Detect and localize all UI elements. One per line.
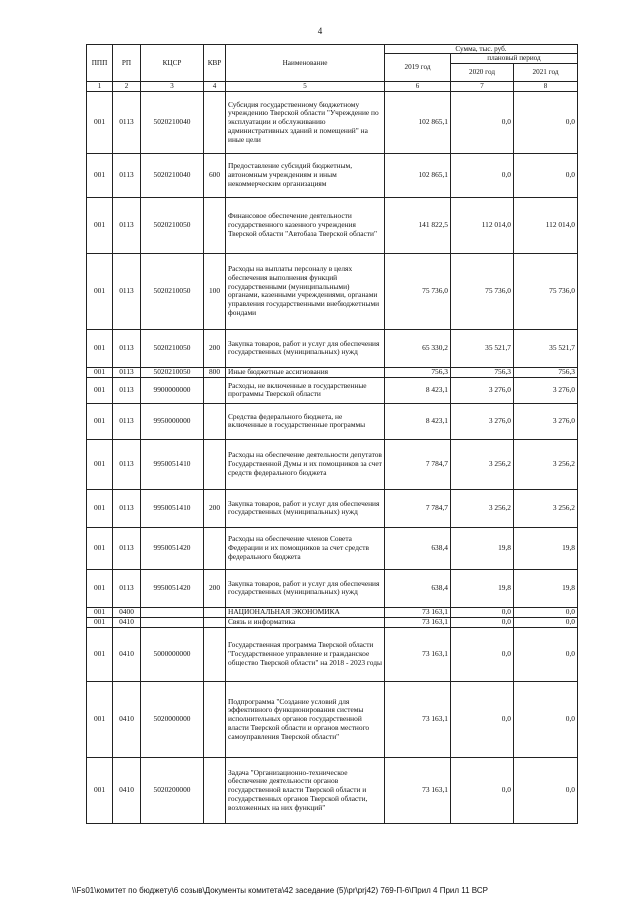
cell-kvr: 800	[204, 367, 226, 377]
cell-kcsr	[141, 607, 204, 617]
cell-2021: 756,3	[514, 367, 578, 377]
cell-kcsr: 9950000000	[141, 403, 204, 439]
cell-ppp: 001	[87, 489, 113, 527]
cell-rp: 0113	[113, 527, 141, 569]
table-row	[87, 607, 578, 617]
cell-kvr	[204, 91, 226, 153]
cell-name: Задача "Организационно-техническое обеспечение деятельности органов государственной власти Тверской области и государственных органов Тверской области, возложенных на них функций"	[226, 757, 385, 823]
cell-kvr: 200	[204, 489, 226, 527]
cell-kcsr: 5020210050	[141, 367, 204, 377]
header-kcsr: КЦСР	[141, 45, 204, 82]
cell-rp: 0113	[113, 377, 141, 403]
table-row	[87, 153, 578, 197]
index-cell: 5	[226, 81, 385, 91]
cell-2021: 112 014,0	[514, 197, 578, 253]
cell-kvr: 600	[204, 153, 226, 197]
cell-kvr	[204, 377, 226, 403]
cell-2020: 3 276,0	[451, 377, 514, 403]
header-rp: РП	[113, 45, 141, 82]
cell-kcsr: 9950051420	[141, 527, 204, 569]
cell-2021: 0,0	[514, 617, 578, 627]
cell-rp: 0410	[113, 627, 141, 681]
cell-name: Закупка товаров, работ и услуг для обеспечения государственных (муниципальных) нужд	[226, 489, 385, 527]
cell-name: Подпрограмма "Создание условий для эффективного функционирования системы исполнительных органов государственной власти Тверской области и органов местного самоуправления Тверской области"	[226, 681, 385, 757]
table-row	[87, 329, 578, 367]
cell-2021: 19,8	[514, 569, 578, 607]
cell-2019: 8 423,1	[385, 377, 451, 403]
table-row	[87, 253, 578, 329]
index-cell: 4	[204, 81, 226, 91]
cell-2021: 19,8	[514, 527, 578, 569]
cell-2019: 73 163,1	[385, 757, 451, 823]
file-path-footer: \\Fs01\комитет по бюджету\6 созыв\Документы комитета\42 заседание (5)\pr\prj42) 769-П-6\Прил 4 Прил 11 ВСР	[72, 886, 488, 895]
cell-ppp: 001	[87, 403, 113, 439]
header-name: Наименование	[226, 45, 385, 82]
cell-2019: 65 330,2	[385, 329, 451, 367]
cell-name: Закупка товаров, работ и услуг для обеспечения государственных (муниципальных) нужд	[226, 569, 385, 607]
cell-ppp: 001	[87, 197, 113, 253]
cell-kvr: 200	[204, 329, 226, 367]
cell-kvr	[204, 617, 226, 627]
cell-rp: 0113	[113, 329, 141, 367]
cell-name: Средства федерального бюджета, не включенные в государственные программы	[226, 403, 385, 439]
cell-2019: 8 423,1	[385, 403, 451, 439]
cell-2021: 3 276,0	[514, 403, 578, 439]
cell-ppp: 001	[87, 153, 113, 197]
cell-ppp: 001	[87, 439, 113, 489]
cell-2019: 141 822,5	[385, 197, 451, 253]
header-2020: 2020 год	[451, 63, 514, 81]
cell-rp: 0113	[113, 489, 141, 527]
cell-2019: 638,4	[385, 527, 451, 569]
cell-2021: 3 276,0	[514, 377, 578, 403]
cell-2019: 73 163,1	[385, 617, 451, 627]
cell-2020: 0,0	[451, 153, 514, 197]
table-row	[87, 627, 578, 681]
cell-2019: 73 163,1	[385, 627, 451, 681]
cell-kvr	[204, 403, 226, 439]
cell-2020: 0,0	[451, 681, 514, 757]
cell-kvr	[204, 681, 226, 757]
cell-rp: 0113	[113, 197, 141, 253]
table-row	[87, 197, 578, 253]
cell-kvr	[204, 607, 226, 617]
index-row	[87, 81, 578, 91]
cell-name: Расходы на обеспечение деятельности депутатов Государственной Думы и их помощников за счет средств федерального бюджета	[226, 439, 385, 489]
cell-2019: 73 163,1	[385, 681, 451, 757]
cell-rp: 0113	[113, 569, 141, 607]
table-row	[87, 681, 578, 757]
cell-kvr	[204, 757, 226, 823]
cell-2020: 112 014,0	[451, 197, 514, 253]
cell-kvr: 200	[204, 569, 226, 607]
index-cell: 2	[113, 81, 141, 91]
cell-2020: 3 256,2	[451, 439, 514, 489]
cell-ppp: 001	[87, 253, 113, 329]
cell-2020: 35 521,7	[451, 329, 514, 367]
page-number: 4	[317, 26, 323, 36]
cell-kcsr: 9950051410	[141, 439, 204, 489]
cell-2019: 102 865,1	[385, 153, 451, 197]
cell-ppp: 001	[87, 527, 113, 569]
cell-kcsr: 5020210050	[141, 329, 204, 367]
cell-ppp: 001	[87, 617, 113, 627]
cell-rp: 0113	[113, 153, 141, 197]
cell-rp: 0113	[113, 403, 141, 439]
header-2021: 2021 год	[514, 63, 578, 81]
cell-rp: 0410	[113, 681, 141, 757]
cell-2019: 102 865,1	[385, 91, 451, 153]
cell-ppp: 001	[87, 377, 113, 403]
cell-2020: 0,0	[451, 607, 514, 617]
budget-table	[86, 44, 578, 824]
index-cell: 8	[514, 81, 578, 91]
cell-2019: 75 736,0	[385, 253, 451, 329]
table-row	[87, 569, 578, 607]
cell-2020: 3 276,0	[451, 403, 514, 439]
cell-2021: 3 256,2	[514, 489, 578, 527]
cell-rp: 0113	[113, 253, 141, 329]
cell-2021: 0,0	[514, 607, 578, 617]
cell-2019: 73 163,1	[385, 607, 451, 617]
cell-name: Расходы, не включенные в государственные программы Тверской области	[226, 377, 385, 403]
cell-kvr	[204, 197, 226, 253]
index-cell: 1	[87, 81, 113, 91]
index-cell: 6	[385, 81, 451, 91]
header-sum: Сумма, тыс. руб.	[385, 45, 578, 54]
cell-kcsr: 5000000000	[141, 627, 204, 681]
table-row	[87, 377, 578, 403]
cell-2021: 0,0	[514, 627, 578, 681]
cell-kcsr	[141, 617, 204, 627]
cell-name: Иные бюджетные ассигнования	[226, 367, 385, 377]
cell-2021: 0,0	[514, 681, 578, 757]
index-cell: 3	[141, 81, 204, 91]
cell-rp: 0400	[113, 607, 141, 617]
header-ppp: ППП	[87, 45, 113, 82]
cell-ppp: 001	[87, 367, 113, 377]
cell-name: Расходы на обеспечение членов Совета Федерации и их помощников за счет средств федерального бюджета	[226, 527, 385, 569]
cell-name: Закупка товаров, работ и услуг для обеспечения государственных (муниципальных) нужд	[226, 329, 385, 367]
header-planned: плановый период	[451, 54, 578, 63]
cell-kcsr: 5020000000	[141, 681, 204, 757]
cell-kcsr: 9900000000	[141, 377, 204, 403]
cell-2021: 0,0	[514, 757, 578, 823]
cell-kcsr: 5020210040	[141, 91, 204, 153]
table-row	[87, 757, 578, 823]
cell-2020: 0,0	[451, 627, 514, 681]
cell-name: НАЦИОНАЛЬНАЯ ЭКОНОМИКА	[226, 607, 385, 617]
table-row	[87, 439, 578, 489]
cell-2020: 3 256,2	[451, 489, 514, 527]
table-row	[87, 403, 578, 439]
table-row	[87, 617, 578, 627]
cell-kcsr: 5020210050	[141, 197, 204, 253]
cell-2020: 0,0	[451, 91, 514, 153]
cell-2021: 35 521,7	[514, 329, 578, 367]
cell-rp: 0113	[113, 439, 141, 489]
cell-ppp: 001	[87, 757, 113, 823]
cell-ppp: 001	[87, 607, 113, 617]
cell-2020: 19,8	[451, 527, 514, 569]
cell-kvr	[204, 527, 226, 569]
header-2019: 2019 год	[385, 54, 451, 81]
cell-rp: 0410	[113, 757, 141, 823]
table-row	[87, 91, 578, 153]
cell-2019: 7 784,7	[385, 489, 451, 527]
cell-rp: 0113	[113, 91, 141, 153]
cell-kcsr: 5020200000	[141, 757, 204, 823]
header-kvr: КВР	[204, 45, 226, 82]
cell-name: Предоставление субсидий бюджетным, автономным учреждениям и иным некоммерческим организациям	[226, 153, 385, 197]
cell-2021: 0,0	[514, 153, 578, 197]
cell-name: Финансовое обеспечение деятельности государственного казенного учреждения Тверской области "Автобаза Тверской области"	[226, 197, 385, 253]
cell-ppp: 001	[87, 91, 113, 153]
cell-2020: 756,3	[451, 367, 514, 377]
cell-kcsr: 5020210050	[141, 253, 204, 329]
cell-rp: 0410	[113, 617, 141, 627]
cell-ppp: 001	[87, 329, 113, 367]
table-row	[87, 367, 578, 377]
cell-2020: 0,0	[451, 617, 514, 627]
cell-2020: 0,0	[451, 757, 514, 823]
cell-ppp: 001	[87, 681, 113, 757]
cell-kvr	[204, 627, 226, 681]
cell-2021: 0,0	[514, 91, 578, 153]
cell-kvr	[204, 439, 226, 489]
cell-2019: 7 784,7	[385, 439, 451, 489]
cell-2020: 75 736,0	[451, 253, 514, 329]
cell-name: Государственная программа Тверской области "Государственное управление и гражданское общество Тверской области" на 2018 - 2023 годы	[226, 627, 385, 681]
table-row	[87, 527, 578, 569]
cell-2021: 75 736,0	[514, 253, 578, 329]
cell-kcsr: 9950051420	[141, 569, 204, 607]
cell-2019: 756,3	[385, 367, 451, 377]
cell-name: Субсидия государственному бюджетному учреждению Тверской области "Учреждение по эксплуатации и обслуживанию административных зданий и помещений" на иные цели	[226, 91, 385, 153]
cell-2021: 3 256,2	[514, 439, 578, 489]
cell-2019: 638,4	[385, 569, 451, 607]
cell-name: Связь и информатика	[226, 617, 385, 627]
cell-ppp: 001	[87, 569, 113, 607]
cell-kvr: 100	[204, 253, 226, 329]
table-row	[87, 489, 578, 527]
index-cell: 7	[451, 81, 514, 91]
cell-kcsr: 5020210040	[141, 153, 204, 197]
cell-kcsr: 9950051410	[141, 489, 204, 527]
cell-rp: 0113	[113, 367, 141, 377]
cell-ppp: 001	[87, 627, 113, 681]
cell-name: Расходы на выплаты персоналу в целях обеспечения выполнения функций государственными (муниципальными) органами, казенными учреждениями, органами управления государственными внебюджетными фондами	[226, 253, 385, 329]
cell-2020: 19,8	[451, 569, 514, 607]
